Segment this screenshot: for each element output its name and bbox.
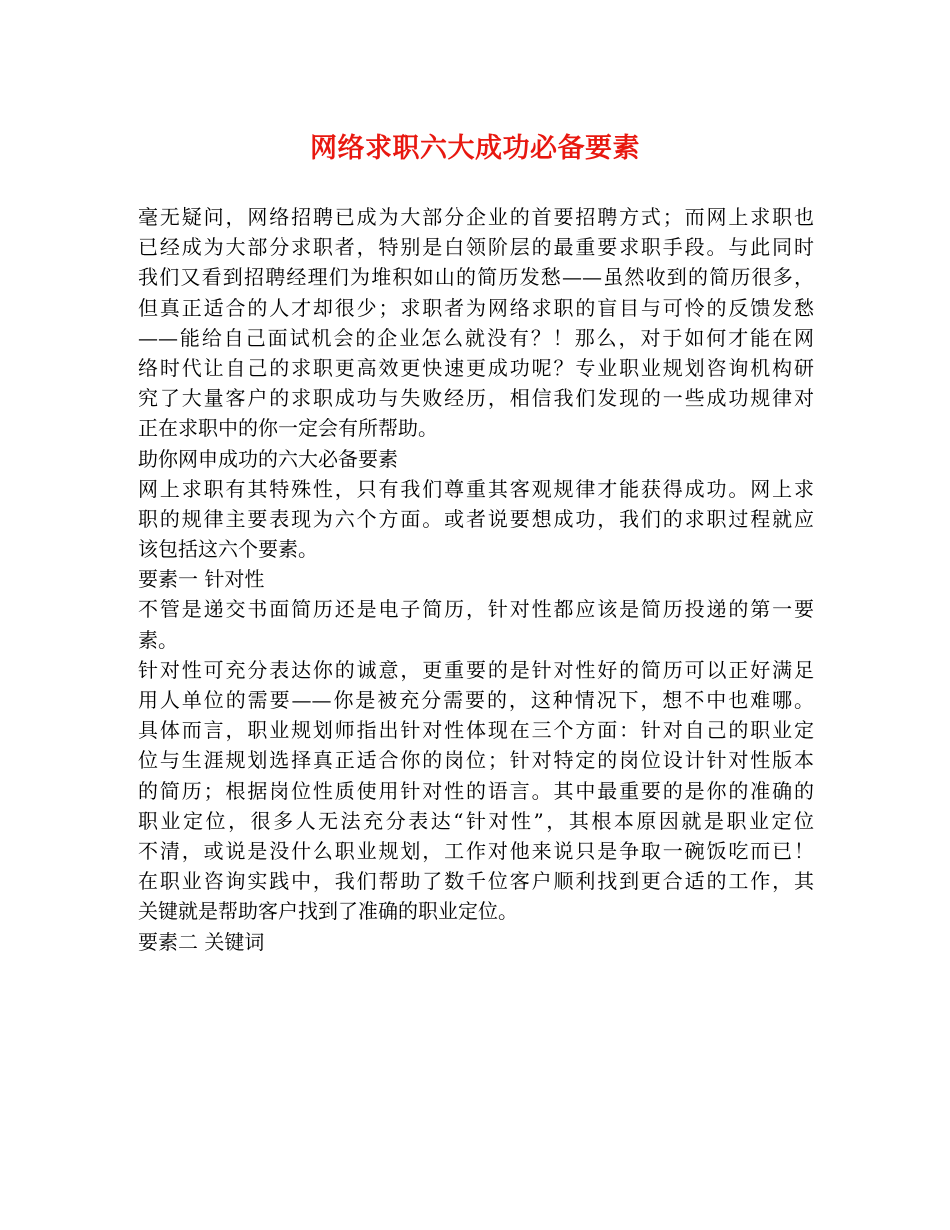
text-line: 关键就是帮助客户找到了准确的职业定位。 bbox=[138, 899, 518, 924]
text-line: 的简历；根据岗位性质使用针对性的语言。其中最重要的是你的准确的 bbox=[138, 778, 814, 803]
text-line: 要素一 针对性 bbox=[138, 567, 265, 592]
text-line: 毫无疑问，网络招聘已成为大部分企业的首要招聘方式；而网上求职也 bbox=[138, 205, 814, 229]
text-line: 究了大量客户的求职成功与失败经历，相信我们发现的一些成功规律对 bbox=[138, 386, 814, 411]
text-line: 正在求职中的你一定会有所帮助。 bbox=[138, 416, 438, 441]
text-line: 网上求职有其特殊性，只有我们尊重其客观规律才能获得成功。网上求 bbox=[138, 476, 814, 501]
text-line: 用人单位的需要——你是被充分需要的，这种情况下，想不中也难哪。 bbox=[138, 688, 814, 712]
document-title: 网络求职六大成功必备要素 bbox=[310, 133, 640, 164]
text-line: ——能给自己面试机会的企业怎么就没有？！那么，对于如何才能在网 bbox=[138, 325, 814, 350]
text-line: 位与生涯规划选择真正适合你的岗位；针对特定的岗位设计针对性版本 bbox=[138, 748, 814, 773]
text-line: 素。 bbox=[138, 627, 178, 652]
text-line: 络时代让自己的求职更高效更快速更成功呢？专业职业规划咨询机构研 bbox=[138, 355, 814, 380]
text-line: 已经成为大部分求职者，特别是白领阶层的最重要求职手段。与此同时 bbox=[138, 235, 814, 260]
text-line: 不管是递交书面简历还是电子简历，针对性都应该是简历投递的第一要 bbox=[138, 597, 814, 622]
document-body bbox=[138, 202, 814, 957]
text-line: 但真正适合的人才却很少；求职者为网络求职的盲目与可怜的反馈发愁 bbox=[138, 295, 814, 320]
text-line: 职的规律主要表现为六个方面。或者说要想成功，我们的求职过程就应 bbox=[138, 506, 814, 531]
text-line: 不清，或说是没什么职业规划，工作对他来说只是争取一碗饭吃而已！ bbox=[138, 838, 814, 863]
text-line: 该包括这六个要素。 bbox=[138, 537, 318, 562]
text-line: 在职业咨询实践中，我们帮助了数千位客户顺利找到更合适的工作，其 bbox=[138, 869, 814, 894]
text-line: 我们又看到招聘经理们为堆积如山的简历发愁——虽然收到的简历很多， bbox=[138, 265, 814, 290]
text-line: 职业定位，很多人无法充分表达“针对性”，其根本原因就是职业定位 bbox=[138, 808, 814, 833]
text-line: 要素二 关键词 bbox=[138, 929, 265, 954]
text-line: 助你网申成功的六大必备要素 bbox=[138, 446, 398, 471]
text-line: 针对性可充分表达你的诚意，更重要的是针对性好的简历可以正好满足 bbox=[138, 657, 814, 682]
text-line: 具体而言，职业规划师指出针对性体现在三个方面：针对自己的职业定 bbox=[138, 718, 814, 743]
